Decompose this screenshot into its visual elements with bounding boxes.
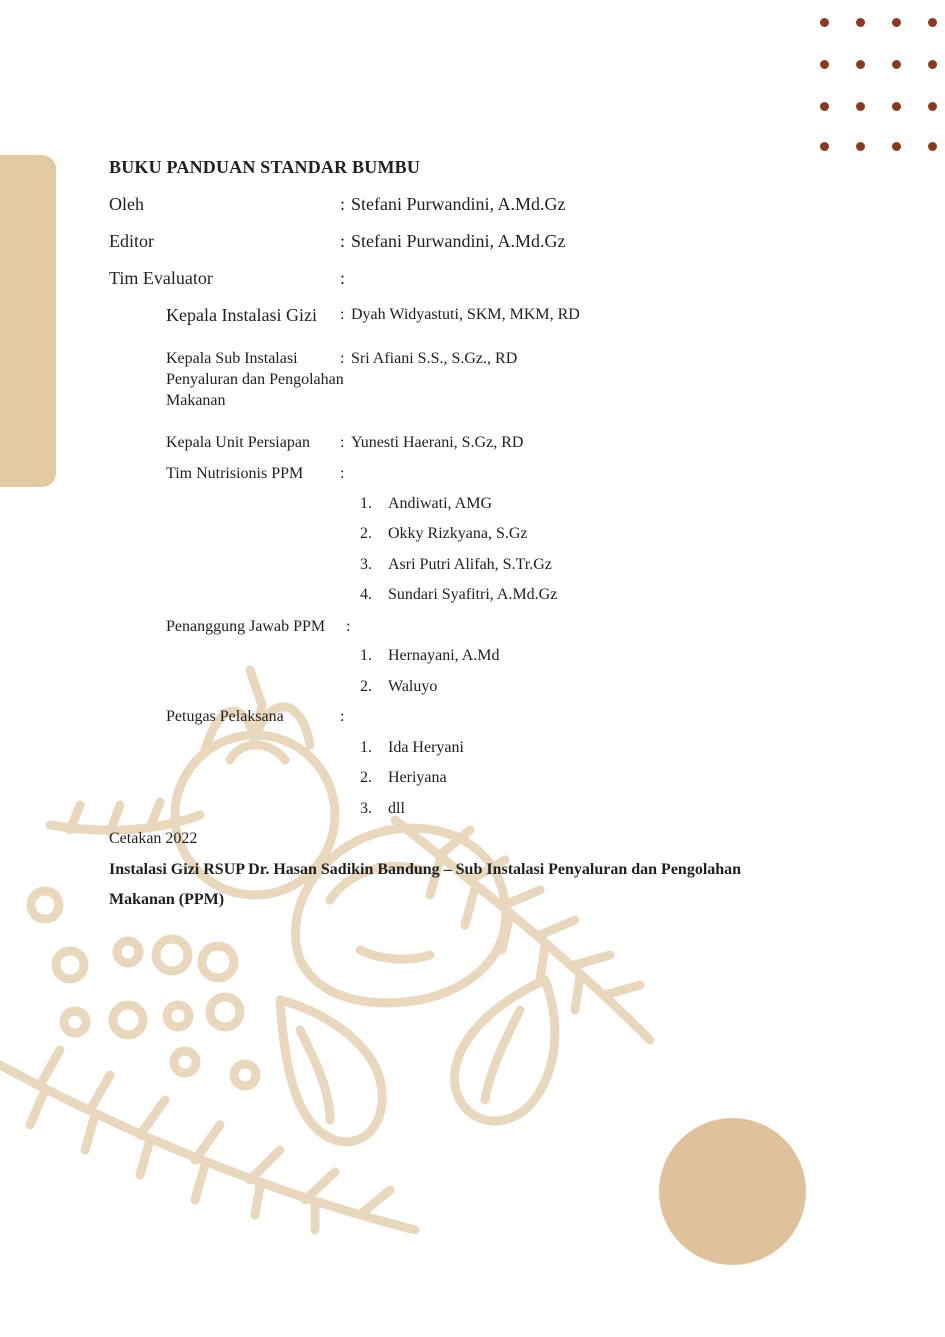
kepala-sub-instalasi-label-line2: Penyaluran dan Pengolahan bbox=[166, 371, 344, 388]
herbs-garlic-tomato-illustration-icon bbox=[0, 640, 945, 1337]
kepala-sub-instalasi-value: Sri Afiani S.S., S.Gz., RD bbox=[351, 350, 518, 367]
petugas-number: 1. bbox=[360, 739, 372, 756]
kepala-instalasi-label: Kepala Instalasi Gizi bbox=[166, 305, 317, 325]
kepala-instalasi-colon: : bbox=[340, 306, 345, 323]
dot bbox=[928, 102, 937, 111]
nutrisionis-name: Okky Rizkyana, S.Gz bbox=[388, 525, 528, 542]
editor-value: Stefani Purwandini, A.Md.Gz bbox=[351, 231, 566, 251]
petugas-name: dll bbox=[388, 800, 405, 817]
petugas-name: Heriyana bbox=[388, 769, 447, 786]
dot bbox=[928, 18, 937, 27]
kepala-sub-instalasi-label-line1: Kepala Sub Instalasi bbox=[166, 350, 298, 367]
dot bbox=[856, 142, 865, 151]
dot-grid-decoration bbox=[814, 12, 945, 157]
penanggung-jawab-number: 2. bbox=[360, 678, 372, 695]
editor-colon: : bbox=[340, 231, 346, 251]
tim-evaluator-colon: : bbox=[340, 268, 346, 288]
kepala-instalasi-value: Dyah Widyastuti, SKM, MKM, RD bbox=[351, 306, 580, 323]
dot bbox=[820, 18, 829, 27]
document-title: BUKU PANDUAN STANDAR BUMBU bbox=[109, 157, 421, 177]
nutrisionis-number: 2. bbox=[360, 525, 372, 542]
publisher-line-2: Makanan (PPM) bbox=[109, 891, 225, 908]
nutrisionis-number: 4. bbox=[360, 586, 372, 603]
petugas-name: Ida Heryani bbox=[388, 739, 464, 756]
nutrisionis-name: Andiwati, AMG bbox=[388, 495, 492, 512]
cetakan-text: Cetakan 2022 bbox=[109, 830, 198, 847]
dot bbox=[856, 60, 865, 69]
dot bbox=[820, 102, 829, 111]
decorative-circle bbox=[659, 1118, 806, 1265]
penanggung-jawab-number: 1. bbox=[360, 647, 372, 664]
dot bbox=[856, 18, 865, 27]
nutrisionis-number: 1. bbox=[360, 495, 372, 512]
kepala-sub-instalasi-label-line3: Makanan bbox=[166, 392, 226, 409]
penanggung-jawab-name: Waluyo bbox=[388, 678, 438, 695]
dot bbox=[820, 60, 829, 69]
kepala-unit-value: Yunesti Haerani, S.Gz, RD bbox=[351, 434, 524, 451]
left-side-tab bbox=[0, 155, 56, 487]
penanggung-jawab-label: Penanggung Jawab PPM bbox=[166, 618, 326, 635]
dot bbox=[856, 102, 865, 111]
petugas-number: 2. bbox=[360, 769, 372, 786]
dot bbox=[892, 102, 901, 111]
dot bbox=[892, 142, 901, 151]
kepala-unit-label: Kepala Unit Persiapan bbox=[166, 434, 310, 451]
editor-label: Editor bbox=[109, 231, 154, 251]
publisher-line-1: Instalasi Gizi RSUP Dr. Hasan Sadikin Bandung – Sub Instalasi Penyaluran dan Pengolahan bbox=[109, 861, 742, 878]
kepala-sub-instalasi-colon: : bbox=[340, 350, 345, 367]
dot bbox=[892, 18, 901, 27]
nutrisionis-name: Asri Putri Alifah, S.Tr.Gz bbox=[388, 556, 552, 573]
petugas-label: Petugas Pelaksana bbox=[166, 708, 284, 725]
tim-nutrisionis-label: Tim Nutrisionis PPM bbox=[166, 465, 304, 482]
penanggung-jawab-name: Hernayani, A.Md bbox=[388, 647, 500, 664]
kepala-unit-colon: : bbox=[340, 434, 345, 451]
oleh-value: Stefani Purwandini, A.Md.Gz bbox=[351, 194, 566, 214]
penanggung-jawab-colon: : bbox=[346, 618, 351, 635]
dot bbox=[928, 142, 937, 151]
nutrisionis-number: 3. bbox=[360, 556, 372, 573]
petugas-number: 3. bbox=[360, 800, 372, 817]
dot bbox=[820, 142, 829, 151]
dot bbox=[892, 60, 901, 69]
oleh-colon: : bbox=[340, 194, 346, 214]
nutrisionis-name: Sundari Syafitri, A.Md.Gz bbox=[388, 586, 558, 603]
tim-nutrisionis-colon: : bbox=[340, 465, 345, 482]
oleh-label: Oleh bbox=[109, 194, 144, 214]
dot bbox=[928, 60, 937, 69]
tim-evaluator-label: Tim Evaluator bbox=[109, 268, 213, 288]
petugas-colon: : bbox=[340, 708, 345, 725]
